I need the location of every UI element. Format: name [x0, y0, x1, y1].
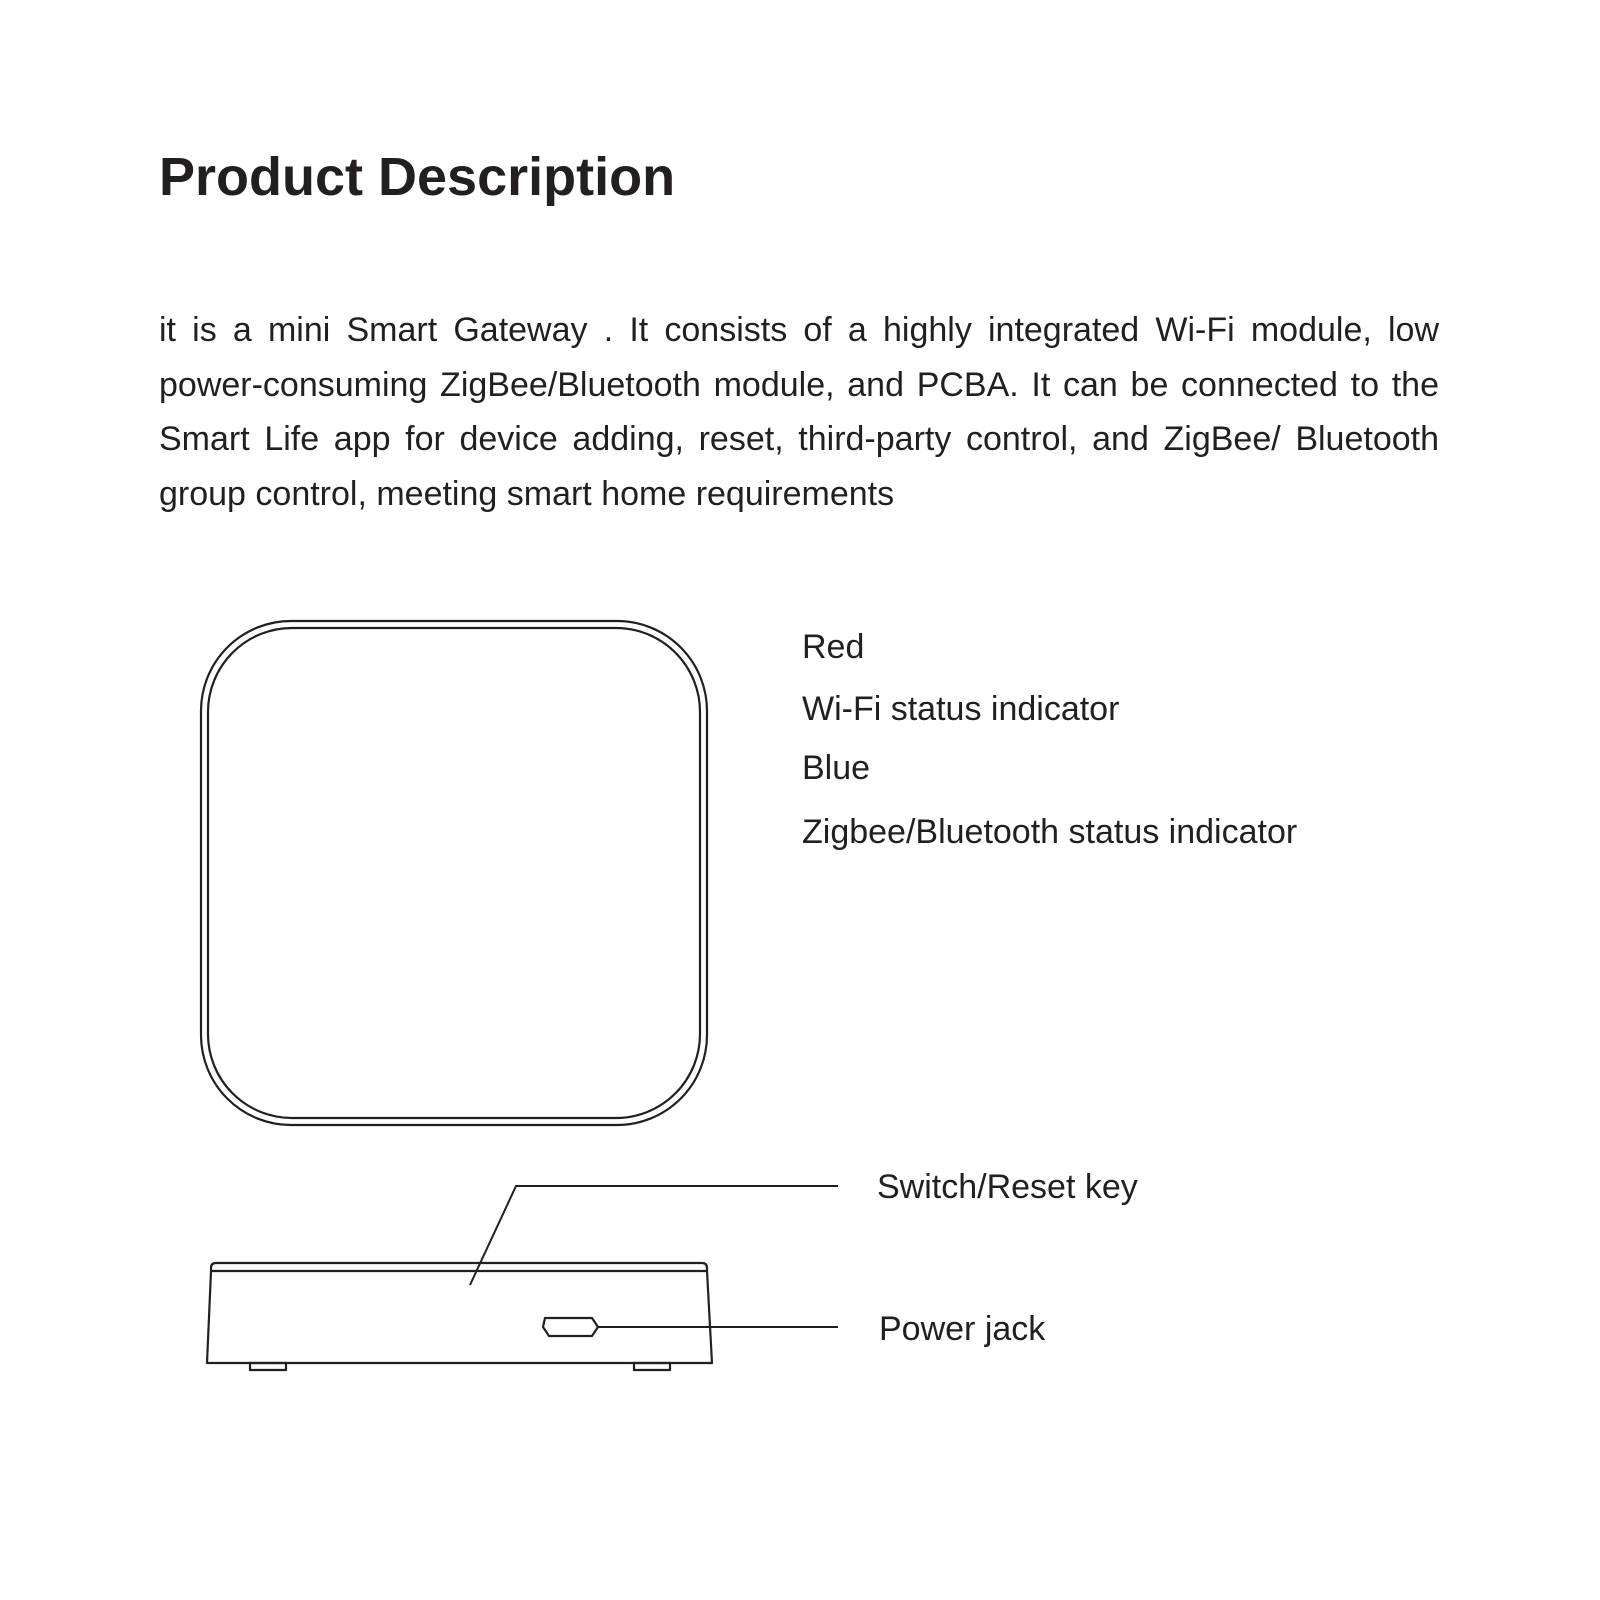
gateway-top-view: [201, 621, 707, 1125]
gateway-side-lid: [211, 1263, 707, 1271]
gateway-side-body: [207, 1271, 712, 1363]
blue-label: Blue: [802, 749, 871, 787]
product-description: it is a mini Smart Gateway . It consists of a highly integrated Wi-Fi module, low power-consuming ZigBee/Bluetooth module, and PCBA. It can be connected to the Smart Life app for device adding, reset, third-party control, and ZigBee/ Bluetooth group control, meeting smart home requirements: [159, 311, 1439, 513]
switch-reset-label: Switch/Reset key: [877, 1168, 1138, 1206]
gateway-top-inner-outline: [208, 628, 700, 1118]
leader-lines: [470, 1186, 838, 1327]
page-title: Product Description: [159, 147, 676, 207]
gateway-right-foot: [634, 1363, 670, 1370]
wifi-indicator-label: Wi-Fi status indicator: [802, 690, 1120, 728]
red-label: Red: [802, 628, 865, 666]
gateway-left-foot: [250, 1363, 286, 1370]
power-jack-label: Power jack: [879, 1310, 1046, 1348]
gateway-side-view: [207, 1263, 712, 1370]
zigbee-indicator-label: Zigbee/Bluetooth status indicator: [802, 813, 1298, 851]
gateway-top-outer-outline: [201, 621, 707, 1125]
power-jack-port: [543, 1318, 598, 1336]
